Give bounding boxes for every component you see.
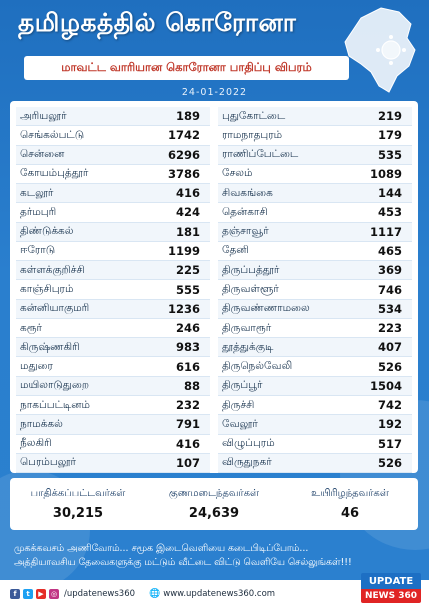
header [0, 0, 429, 100]
district-count: 1117 [369, 224, 402, 239]
report-date: 24-01-2022 [181, 87, 248, 98]
deaths-value: 46 [340, 505, 360, 521]
district-name: கடலூர் [20, 186, 54, 199]
district-count: 616 [175, 359, 200, 374]
district-name: திருவள்ளூர் [222, 283, 279, 296]
district-count: 179 [377, 128, 402, 143]
district-name: விழுப்புரம் [222, 437, 275, 450]
page-title: தமிழகத்தில் கொரோனா [18, 8, 297, 37]
table-row [16, 435, 210, 454]
district-name: தர்மபுரி [20, 205, 57, 218]
table-row [218, 126, 412, 145]
table-row [16, 300, 210, 319]
district-count: 555 [175, 282, 200, 297]
table-row [218, 415, 412, 434]
district-name: திண்டுக்கல் [20, 225, 74, 238]
district-name: விருதுநகர் [222, 456, 272, 469]
district-count: 517 [377, 436, 402, 451]
district-name: அரியலூர் [20, 109, 67, 122]
table-row [16, 223, 210, 242]
summary-panel [10, 478, 418, 530]
district-count: 219 [377, 109, 402, 124]
district-count: 246 [175, 321, 200, 336]
district-name: நாகப்பட்டினம் [20, 398, 90, 411]
district-count: 526 [377, 359, 402, 374]
district-count: 424 [175, 205, 200, 220]
advisory-line-2: அத்தியாவசிய தேவைகளுக்கு மட்டும் வீட்டை விட்டு வெளியே செல்லுங்கள்!!! [14, 557, 352, 568]
district-count: 535 [377, 147, 402, 162]
district-count: 1504 [369, 378, 402, 393]
youtube-icon[interactable]: ▶ [36, 589, 46, 599]
table-row [218, 454, 412, 473]
update-news-logo [361, 573, 421, 605]
advisory-line-1: முகக்கவசம் அணிவோம்... சமூக இடைவெளியை கடைபிடிப்போம்... [14, 543, 309, 554]
district-count: 1236 [167, 301, 200, 316]
table-row [218, 261, 412, 280]
table-row [16, 184, 210, 203]
table-row [16, 454, 210, 473]
district-count: 453 [377, 205, 402, 220]
website-link[interactable]: www.updatenews360.com [163, 588, 276, 599]
district-name: ராணிப்பேட்டை [222, 148, 299, 161]
recovered-label: குணமடைந்தவர்கள் [168, 487, 260, 499]
district-name: ராமநாதபுரம் [222, 128, 283, 141]
table-row [16, 280, 210, 299]
table-row [16, 338, 210, 357]
table-row [218, 338, 412, 357]
district-name: திருச்சி [222, 398, 255, 411]
table-row [16, 415, 210, 434]
district-count: 225 [175, 263, 200, 278]
district-name: கரூர் [20, 321, 43, 334]
district-count: 88 [183, 378, 200, 393]
twitter-icon[interactable]: t [23, 589, 33, 599]
district-count: 144 [377, 186, 402, 201]
district-name: சென்னை [20, 148, 65, 161]
district-name: கன்னியாகுமரி [20, 302, 90, 315]
table-row [16, 319, 210, 338]
table-row [218, 396, 412, 415]
district-name: கோயம்புத்தூர் [20, 167, 89, 180]
affected-value: 30,215 [52, 505, 104, 521]
summary-recovered [146, 478, 282, 530]
district-count: 746 [377, 282, 402, 297]
district-name: தூத்துக்குடி [222, 340, 274, 353]
table-row [218, 377, 412, 396]
table-row [16, 203, 210, 222]
district-count: 192 [377, 417, 402, 432]
table-row [16, 165, 210, 184]
table-row [16, 396, 210, 415]
district-count: 407 [377, 340, 402, 355]
district-count: 1742 [167, 128, 200, 143]
district-name: திருவாரூர் [222, 321, 272, 334]
district-name: சேலம் [222, 167, 253, 180]
district-count: 223 [377, 321, 402, 336]
summary-deaths [282, 478, 418, 530]
table-row [218, 146, 412, 165]
district-name: மதுரை [20, 360, 53, 373]
district-name: கள்ளக்குறிச்சி [20, 263, 85, 276]
social-handle[interactable]: /updatenews360 [64, 588, 136, 599]
table-row [218, 165, 412, 184]
table-row [16, 126, 210, 145]
district-name: புதுகோட்டை [222, 109, 286, 122]
district-name: செங்கல்பட்டு [20, 128, 85, 141]
district-count: 983 [175, 340, 200, 355]
district-name: கிருஷ்ணகிரி [20, 340, 80, 353]
recovered-value: 24,639 [188, 505, 240, 521]
table-row [16, 357, 210, 376]
district-count: 465 [377, 243, 402, 258]
district-name: தஞ்சாவூர் [222, 225, 269, 238]
district-name: திருப்பத்தூர் [222, 263, 280, 276]
district-table [10, 101, 418, 473]
district-name: திருநெல்வேலி [222, 360, 293, 373]
table-row [16, 107, 210, 126]
district-count: 526 [377, 455, 402, 470]
district-name: காஞ்சிபுரம் [20, 283, 74, 296]
district-count: 416 [175, 186, 200, 201]
table-row [218, 280, 412, 299]
district-count: 6296 [167, 147, 200, 162]
district-name: நீலகிரி [20, 437, 52, 450]
table-row [218, 242, 412, 261]
district-name: தென்காசி [222, 205, 268, 218]
table-row [218, 223, 412, 242]
table-row [218, 357, 412, 376]
table-row [218, 107, 412, 126]
district-count: 3786 [167, 166, 200, 181]
district-name: மயிலாடுதுறை [20, 379, 89, 392]
table-row [218, 300, 412, 319]
table-row [16, 261, 210, 280]
table-row [16, 377, 210, 396]
logo-top: UPDATE [361, 573, 421, 589]
district-count: 181 [175, 224, 200, 239]
table-row [16, 242, 210, 261]
advisory-message [14, 542, 424, 570]
district-count: 107 [175, 455, 200, 470]
subtitle-banner [24, 56, 349, 80]
district-count: 1089 [369, 166, 402, 181]
logo-bottom: NEWS 360 [361, 589, 421, 603]
table-row [218, 203, 412, 222]
district-name: சிவகங்கை [222, 186, 273, 199]
district-count: 742 [377, 398, 402, 413]
district-count: 534 [377, 301, 402, 316]
district-column-left [16, 107, 210, 473]
district-name: ஈரோடு [20, 244, 56, 257]
table-row [16, 146, 210, 165]
district-count: 791 [175, 417, 200, 432]
district-count: 232 [175, 398, 200, 413]
district-count: 1199 [167, 243, 200, 258]
deaths-label: உயிரிழந்தவர்கள் [311, 487, 389, 499]
social-icons [10, 589, 59, 599]
table-row [218, 184, 412, 203]
district-count: 189 [175, 109, 200, 124]
district-name: நாமக்கல் [20, 417, 63, 430]
affected-label: பாதிக்கப்பட்டவர்கள் [30, 487, 126, 499]
district-column-right [218, 107, 412, 473]
district-name: தேனி [222, 244, 249, 257]
facebook-icon[interactable]: f [10, 589, 20, 599]
table-row [218, 319, 412, 338]
district-count: 369 [377, 263, 402, 278]
globe-icon: 🌐 [149, 588, 161, 599]
summary-affected [10, 478, 146, 530]
tamil-nadu-map-icon [341, 6, 419, 94]
table-row [218, 435, 412, 454]
district-name: திருப்பூர் [222, 379, 263, 392]
instagram-icon[interactable]: ◎ [50, 589, 58, 598]
subtitle: மாவட்ட வாரியான கொரோனா பாதிப்பு விபரம் [61, 60, 312, 74]
district-name: பெரம்பலூர் [20, 456, 77, 469]
district-name: வேலூர் [222, 417, 258, 430]
district-name: திருவண்ணாமலை [222, 302, 310, 315]
district-count: 416 [175, 436, 200, 451]
